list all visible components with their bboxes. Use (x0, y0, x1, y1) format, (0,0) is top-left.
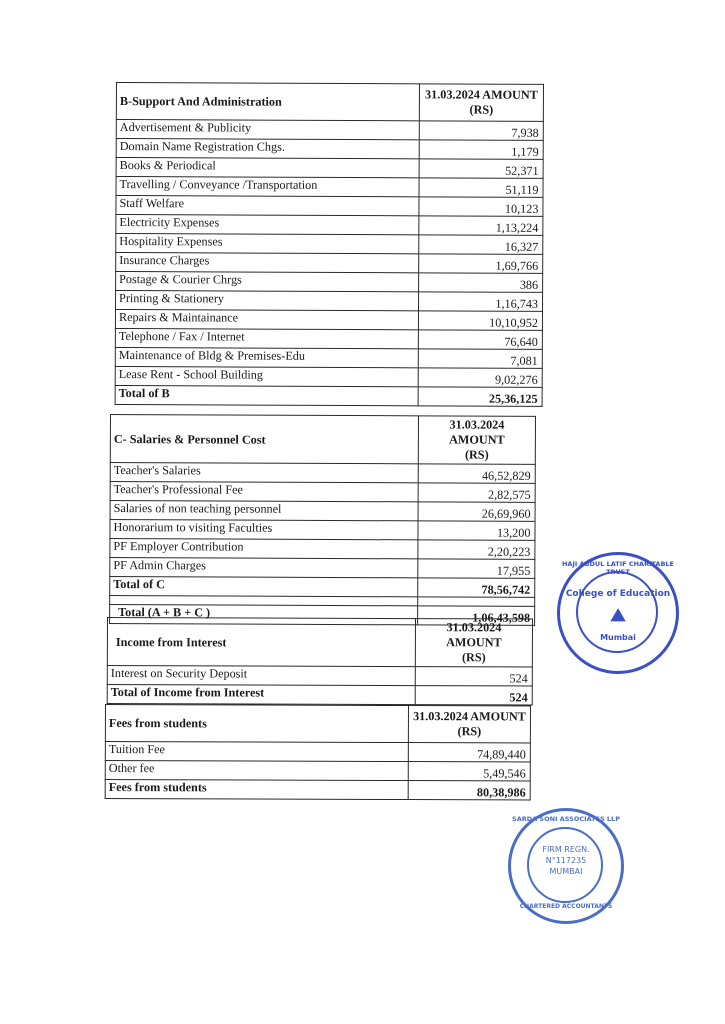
row-label: Domain Name Registration Chgs. (116, 139, 419, 159)
grand-total-label: Total (A + B + C ) (110, 605, 418, 625)
row-label: Books & Periodical (116, 158, 419, 178)
section-title: B-Support And Administration (116, 83, 419, 121)
row-amount: 1,69,766 (419, 254, 543, 274)
table-row (116, 291, 543, 312)
table-row (115, 310, 542, 331)
table-row (116, 158, 543, 179)
row-label: Maintenance of Bldg & Premises-Edu (115, 347, 418, 367)
table-row (116, 196, 543, 217)
table-row (115, 328, 542, 349)
table-row (116, 120, 543, 141)
row-amount: 17,955 (418, 559, 535, 579)
amount-header: 31.03.2024 AMOUNT (RS) (418, 416, 535, 465)
seal-line-3: MUMBAI (549, 867, 583, 876)
table-row (116, 139, 543, 160)
row-label: PF Admin Charges (110, 558, 418, 578)
total-amount: 25,36,125 (418, 387, 542, 407)
row-label: Advertisement & Publicity (116, 120, 419, 140)
total-label: Fees from students (105, 780, 408, 800)
seal-city: Mumbai (600, 633, 636, 642)
table-row (115, 366, 542, 387)
row-amount: 52,371 (419, 159, 543, 179)
table-row (116, 272, 543, 293)
fees-students-table (105, 704, 531, 800)
row-amount: 524 (415, 667, 532, 686)
row-label: Tuition Fee (105, 742, 408, 762)
section-title: C- Salaries & Personnel Cost (110, 415, 418, 464)
table-row (116, 234, 543, 255)
row-amount: 46,52,829 (418, 464, 535, 484)
total-amount: 80,38,986 (408, 781, 530, 800)
table-row (110, 520, 535, 541)
row-amount: 74,89,440 (408, 743, 530, 762)
table-row (110, 539, 535, 560)
row-amount: 1,16,743 (419, 292, 543, 312)
row-label: Teacher's Professional Fee (110, 482, 418, 502)
row-label: Telephone / Fax / Internet (115, 328, 418, 348)
row-label: Interest on Security Deposit (107, 666, 415, 686)
total-label: Total of C (110, 577, 418, 597)
auditor-seal-stamp (508, 808, 624, 924)
total-amount: 78,56,742 (418, 578, 535, 598)
total-row (110, 577, 535, 598)
row-amount: 1,13,224 (419, 216, 543, 236)
table-row (116, 253, 543, 274)
row-amount: 7,081 (418, 349, 542, 369)
row-label: Teacher's Salaries (110, 463, 418, 483)
row-label: Travelling / Conveyance /Transportation (116, 177, 419, 197)
table-row (110, 501, 535, 522)
seal-outer-text: SARDA SONI ASSOCIATES LLP (512, 815, 620, 823)
table-row (116, 215, 543, 236)
row-label: Other fee (105, 761, 408, 781)
row-label: Staff Welfare (116, 196, 419, 216)
total-amount: 524 (415, 686, 532, 705)
total-label: Total of B (115, 385, 418, 405)
table-row (116, 177, 543, 198)
row-amount: 10,10,952 (418, 311, 542, 331)
row-label: Lease Rent - School Building (115, 366, 418, 386)
table-row (110, 482, 535, 503)
college-seal-stamp (557, 552, 679, 674)
row-amount: 2,82,575 (418, 483, 535, 503)
row-label: PF Employer Contribution (110, 539, 418, 559)
income-interest-table (107, 617, 533, 705)
table-row (105, 742, 530, 762)
table-row (110, 463, 535, 484)
total-label: Total of Income from Interest (107, 685, 415, 705)
seal-outer-text: HAJI ABDUL LATIF CHARITABLE TRUST (561, 560, 675, 576)
row-amount: 76,640 (418, 330, 542, 350)
section-title: Fees from students (105, 705, 408, 743)
mountain-icon: ⛰ (610, 605, 626, 626)
total-row (105, 780, 530, 800)
row-label: Hospitality Expenses (116, 234, 419, 254)
row-label: Electricity Expenses (116, 215, 419, 235)
row-amount: 386 (419, 273, 543, 293)
seal-inner-text: College of Education (565, 589, 671, 599)
seal-line-1: FIRM REGN. (542, 845, 590, 854)
row-amount: 7,938 (419, 121, 543, 141)
row-label: Insurance Charges (116, 253, 419, 273)
row-label: Postage & Courier Chrgs (116, 272, 419, 292)
seal-bottom-text: CHARTERED ACCOUNTANTS (519, 903, 613, 910)
support-administration-table (115, 82, 544, 407)
amount-header: 31.03.2024 AMOUNT (RS) (408, 706, 530, 743)
salaries-personnel-table (109, 414, 536, 626)
table-row (110, 558, 535, 579)
row-amount: 51,119 (419, 178, 543, 198)
row-amount: 5,49,546 (408, 762, 530, 781)
row-label: Honorarium to visiting Faculties (110, 520, 418, 540)
total-row (107, 685, 532, 705)
row-label: Printing & Stationery (116, 291, 419, 311)
row-amount: 9,02,276 (418, 368, 542, 388)
row-label: Repairs & Maintainance (115, 310, 418, 330)
table-row (107, 666, 532, 686)
row-amount: 10,123 (419, 197, 543, 217)
amount-header: 31.03.2024 AMOUNT (RS) (419, 84, 543, 122)
table-row (105, 761, 530, 781)
table-row (115, 347, 542, 368)
section-title: Income from Interest (107, 618, 415, 667)
row-amount: 26,69,960 (418, 502, 535, 522)
seal-line-2: N°117235 (545, 856, 587, 865)
row-amount: 13,200 (418, 521, 535, 541)
total-row (115, 385, 542, 406)
row-amount: 2,20,223 (418, 540, 535, 560)
amount-header: 31.03.2024 AMOUNT (RS) (415, 619, 532, 667)
row-label: Salaries of non teaching personnel (110, 501, 418, 521)
seal-inner-ring (527, 827, 603, 903)
row-amount: 1,179 (419, 140, 543, 160)
grand-total-amount: 1,06,43,598 (418, 606, 535, 626)
row-amount: 16,327 (419, 235, 543, 255)
